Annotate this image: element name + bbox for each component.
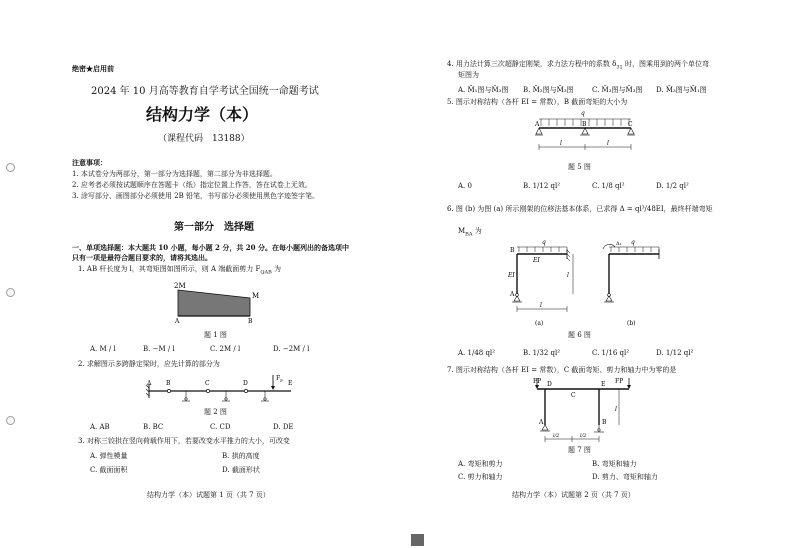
- hinge-b: [167, 389, 170, 392]
- fig7-label-l: l: [615, 406, 617, 413]
- q4-option-d[interactable]: D. M̄₃图与M̄₁图: [656, 86, 707, 94]
- fig2-label-e: E: [288, 380, 293, 387]
- question-1-text: 1. AB 杆长度为 l，其弯矩图如图所示，则 A 端截面剪力 F: [78, 265, 261, 273]
- section-title-2: 只有一项是最符合题目要求的，请将其选出。: [72, 253, 212, 262]
- q2-option-d[interactable]: D. DE: [273, 423, 294, 431]
- q7-option-d[interactable]: D. 剪力、弯矩和轴力: [592, 473, 658, 481]
- notes-heading: 注意事项：: [72, 158, 107, 167]
- fig7-label-e: E: [601, 381, 606, 388]
- q4-option-b[interactable]: B. M̄₂图与M̄₃图: [523, 86, 574, 94]
- supports: [535, 128, 635, 135]
- binding-hole: [6, 416, 15, 425]
- left-footer: 结构力学（本）试题第 1 页（共 7 页）: [147, 491, 270, 499]
- q2-option-c[interactable]: C. CD: [210, 423, 231, 431]
- fig6-label-ei: EI: [533, 257, 540, 264]
- note-2: 2. 应考者必须按试题顺序在答题卡（纸）指定位置上作答，答在试卷上无效。: [72, 181, 312, 189]
- fig1-label-2m: 2M: [174, 282, 186, 290]
- question-4-text: 4. 用力法计算三次超静定刚架，求力法方程中的系数 δ: [447, 60, 617, 68]
- dimension-lines: [539, 144, 631, 150]
- q5-option-b[interactable]: B. 1/12 ql²: [523, 182, 561, 190]
- subject-title: 结构力学（本）: [146, 105, 259, 124]
- q5-option-c[interactable]: C. 1/8 ql²: [592, 182, 625, 190]
- hinge-d: [244, 389, 247, 392]
- fig5-label-a: A: [535, 121, 540, 128]
- question-7: 7. 图示对称结构（各杆 EI = 常数），C 截面弯矩、剪力和轴力中为零的是: [447, 366, 677, 374]
- fig5-label-q: q: [581, 110, 585, 117]
- part1-heading: 第一部分 选择题: [174, 222, 254, 233]
- fig6-label-a: A: [510, 291, 515, 298]
- fig7-label-fp1: FP: [533, 378, 542, 385]
- question-1: [78, 265, 281, 277]
- q2-option-b[interactable]: B. BC: [143, 423, 164, 431]
- question-1-tail: 为: [271, 265, 282, 273]
- fig6-label-l2: l: [567, 272, 569, 279]
- fig7-label-d: D: [547, 381, 552, 388]
- fig7-label-a: A: [539, 419, 544, 426]
- fig7-label-fp2: FP: [615, 378, 624, 385]
- note-3: 3. 涂写部分、画图部分必须使用 2B 铅笔，书写部分必须使用黑色字迹签字笔。: [72, 192, 319, 200]
- fig6-label-l: l: [540, 302, 542, 309]
- question-5: 5. 图示对称结构（各杆 EI = 常数），B 截面弯矩的大小为: [447, 98, 628, 106]
- fig7-label-c: C: [571, 392, 576, 399]
- fig6-label-fa: (a): [535, 320, 544, 327]
- fig6-label-delta: Δ₁: [616, 241, 622, 247]
- figure-7: [533, 375, 633, 445]
- q1-option-d[interactable]: D. −2M / l: [273, 345, 310, 353]
- q6-option-a[interactable]: A. 1/48 ql²: [458, 349, 495, 357]
- figure-5: [535, 109, 635, 161]
- q4-option-a[interactable]: A. M̄₁图与M̄₃图: [458, 86, 509, 94]
- fig6-label-q: q: [542, 239, 546, 246]
- q6-option-b[interactable]: B. 1/32 ql²: [523, 349, 561, 357]
- fig7-label-h1: l/2: [553, 433, 560, 439]
- moment-diagram: [178, 290, 250, 316]
- question-4: [447, 60, 709, 72]
- fig5-label-b: B: [582, 121, 587, 128]
- fig7-label-h2: l/2: [580, 433, 587, 439]
- q1-option-b[interactable]: B. −M / l: [143, 345, 175, 353]
- binding-hole: [6, 288, 15, 297]
- fig5-label-c: C: [628, 121, 633, 128]
- fig6-label-ei2: EI: [508, 272, 515, 279]
- q3-option-b[interactable]: B. 拱的高度: [222, 452, 260, 460]
- secret-label: 绝密★启用前: [72, 64, 114, 73]
- fig7-label-b: B: [602, 419, 607, 426]
- fig6-label-fb: (b): [627, 320, 636, 327]
- q7-option-a[interactable]: A. 弯矩和剪力: [458, 460, 503, 468]
- q4-option-c[interactable]: C. M̄₃图与M̄₃图: [592, 86, 643, 94]
- q3-option-d[interactable]: D. 截面形状: [222, 466, 260, 474]
- q1-option-c[interactable]: C. 2M / l: [210, 345, 241, 353]
- figure-1: [170, 282, 260, 324]
- hinge-c: [206, 389, 209, 392]
- q3-option-a[interactable]: A. 弹性模量: [90, 452, 128, 460]
- question-4-sub: 31: [616, 64, 623, 71]
- question-6-line2: [458, 227, 482, 239]
- fig1-label-a: A: [175, 318, 180, 325]
- fig2-label-d: D: [243, 380, 248, 387]
- fig2-label-c: C: [205, 380, 210, 387]
- fig5-label-l1: l: [560, 140, 562, 147]
- q5-option-a[interactable]: A. 0: [458, 182, 472, 190]
- question-2: 2. 求解图示多跨静定梁时，应先计算的部分为: [78, 360, 220, 368]
- question-4-tail: 时，图乘用到的两个单位弯: [622, 60, 709, 68]
- q2-option-a[interactable]: A. AB: [90, 423, 110, 431]
- fig7-caption: 题 7 图: [568, 446, 591, 454]
- question-4-line2: 矩图为: [458, 71, 479, 79]
- section-title: 一、单项选择题：本大题共 10 小题，每小题 2 分，共 20 分。在每小题列出的备选项中: [72, 243, 349, 252]
- q5-option-d[interactable]: D. 1/2 ql²: [656, 182, 689, 190]
- scan-marker: [411, 534, 424, 546]
- fig6-label-q2: q: [631, 239, 635, 246]
- right-footer: 结构力学（本）试题第 2 页（共 7 页）: [512, 491, 635, 499]
- note-1: 1. 本试卷分为两部分，第一部分为选择题，第二部分为非选择题。: [72, 170, 277, 178]
- fig2-caption: 题 2 图: [204, 408, 227, 416]
- fig2-label-f: $F_P$: [276, 375, 283, 383]
- question-1-sub: QAB: [260, 269, 272, 276]
- q7-option-c[interactable]: C. 剪力和轴力: [458, 473, 503, 481]
- question-3: 3. 对称三铰拱在竖向荷载作用下，若要改变水平推力的大小，可改变: [78, 437, 290, 445]
- roller-supports: [182, 391, 269, 401]
- load-arrowhead: [271, 386, 275, 390]
- figure-6: [505, 239, 675, 331]
- fig1-label-b: B: [248, 318, 253, 325]
- exam-title: 2024 年 10 月高等教育自学考试全国统一命题考试: [91, 86, 319, 97]
- question-6-line2-sub: BA: [465, 231, 473, 238]
- fig1-caption: 题 1 图: [204, 331, 227, 339]
- fig1-label-m: M: [252, 292, 260, 300]
- course-code: （课程代码 13188）: [158, 134, 250, 144]
- q6-option-c[interactable]: C. 1/16 ql²: [592, 349, 630, 357]
- fig2-label-a: A: [147, 380, 152, 387]
- q3-option-c[interactable]: C. 截面面积: [90, 466, 128, 474]
- question-6-line2-tail: 为: [472, 227, 482, 235]
- question-6-line2-text: M: [458, 227, 466, 235]
- binding-hole: [6, 163, 15, 172]
- fig6-label-b: B: [510, 247, 515, 254]
- figure-2: [145, 371, 305, 407]
- fig2-label-b: B: [166, 380, 171, 387]
- question-6: 6. 图 (b) 为图 (a) 所示刚架的位移法基本体系，已求得 Δ = ql³/48EI，最终杆端弯矩: [447, 205, 713, 213]
- q6-option-d[interactable]: D. 1/12 ql²: [656, 349, 694, 357]
- q7-option-b[interactable]: B. 弯矩和轴力: [592, 460, 637, 468]
- q1-option-a[interactable]: A. M / l: [90, 345, 116, 353]
- fig5-caption: 题 5 图: [568, 163, 591, 171]
- fig6-caption: 题 6 图: [568, 331, 591, 339]
- fig5-label-l2: l: [607, 140, 609, 147]
